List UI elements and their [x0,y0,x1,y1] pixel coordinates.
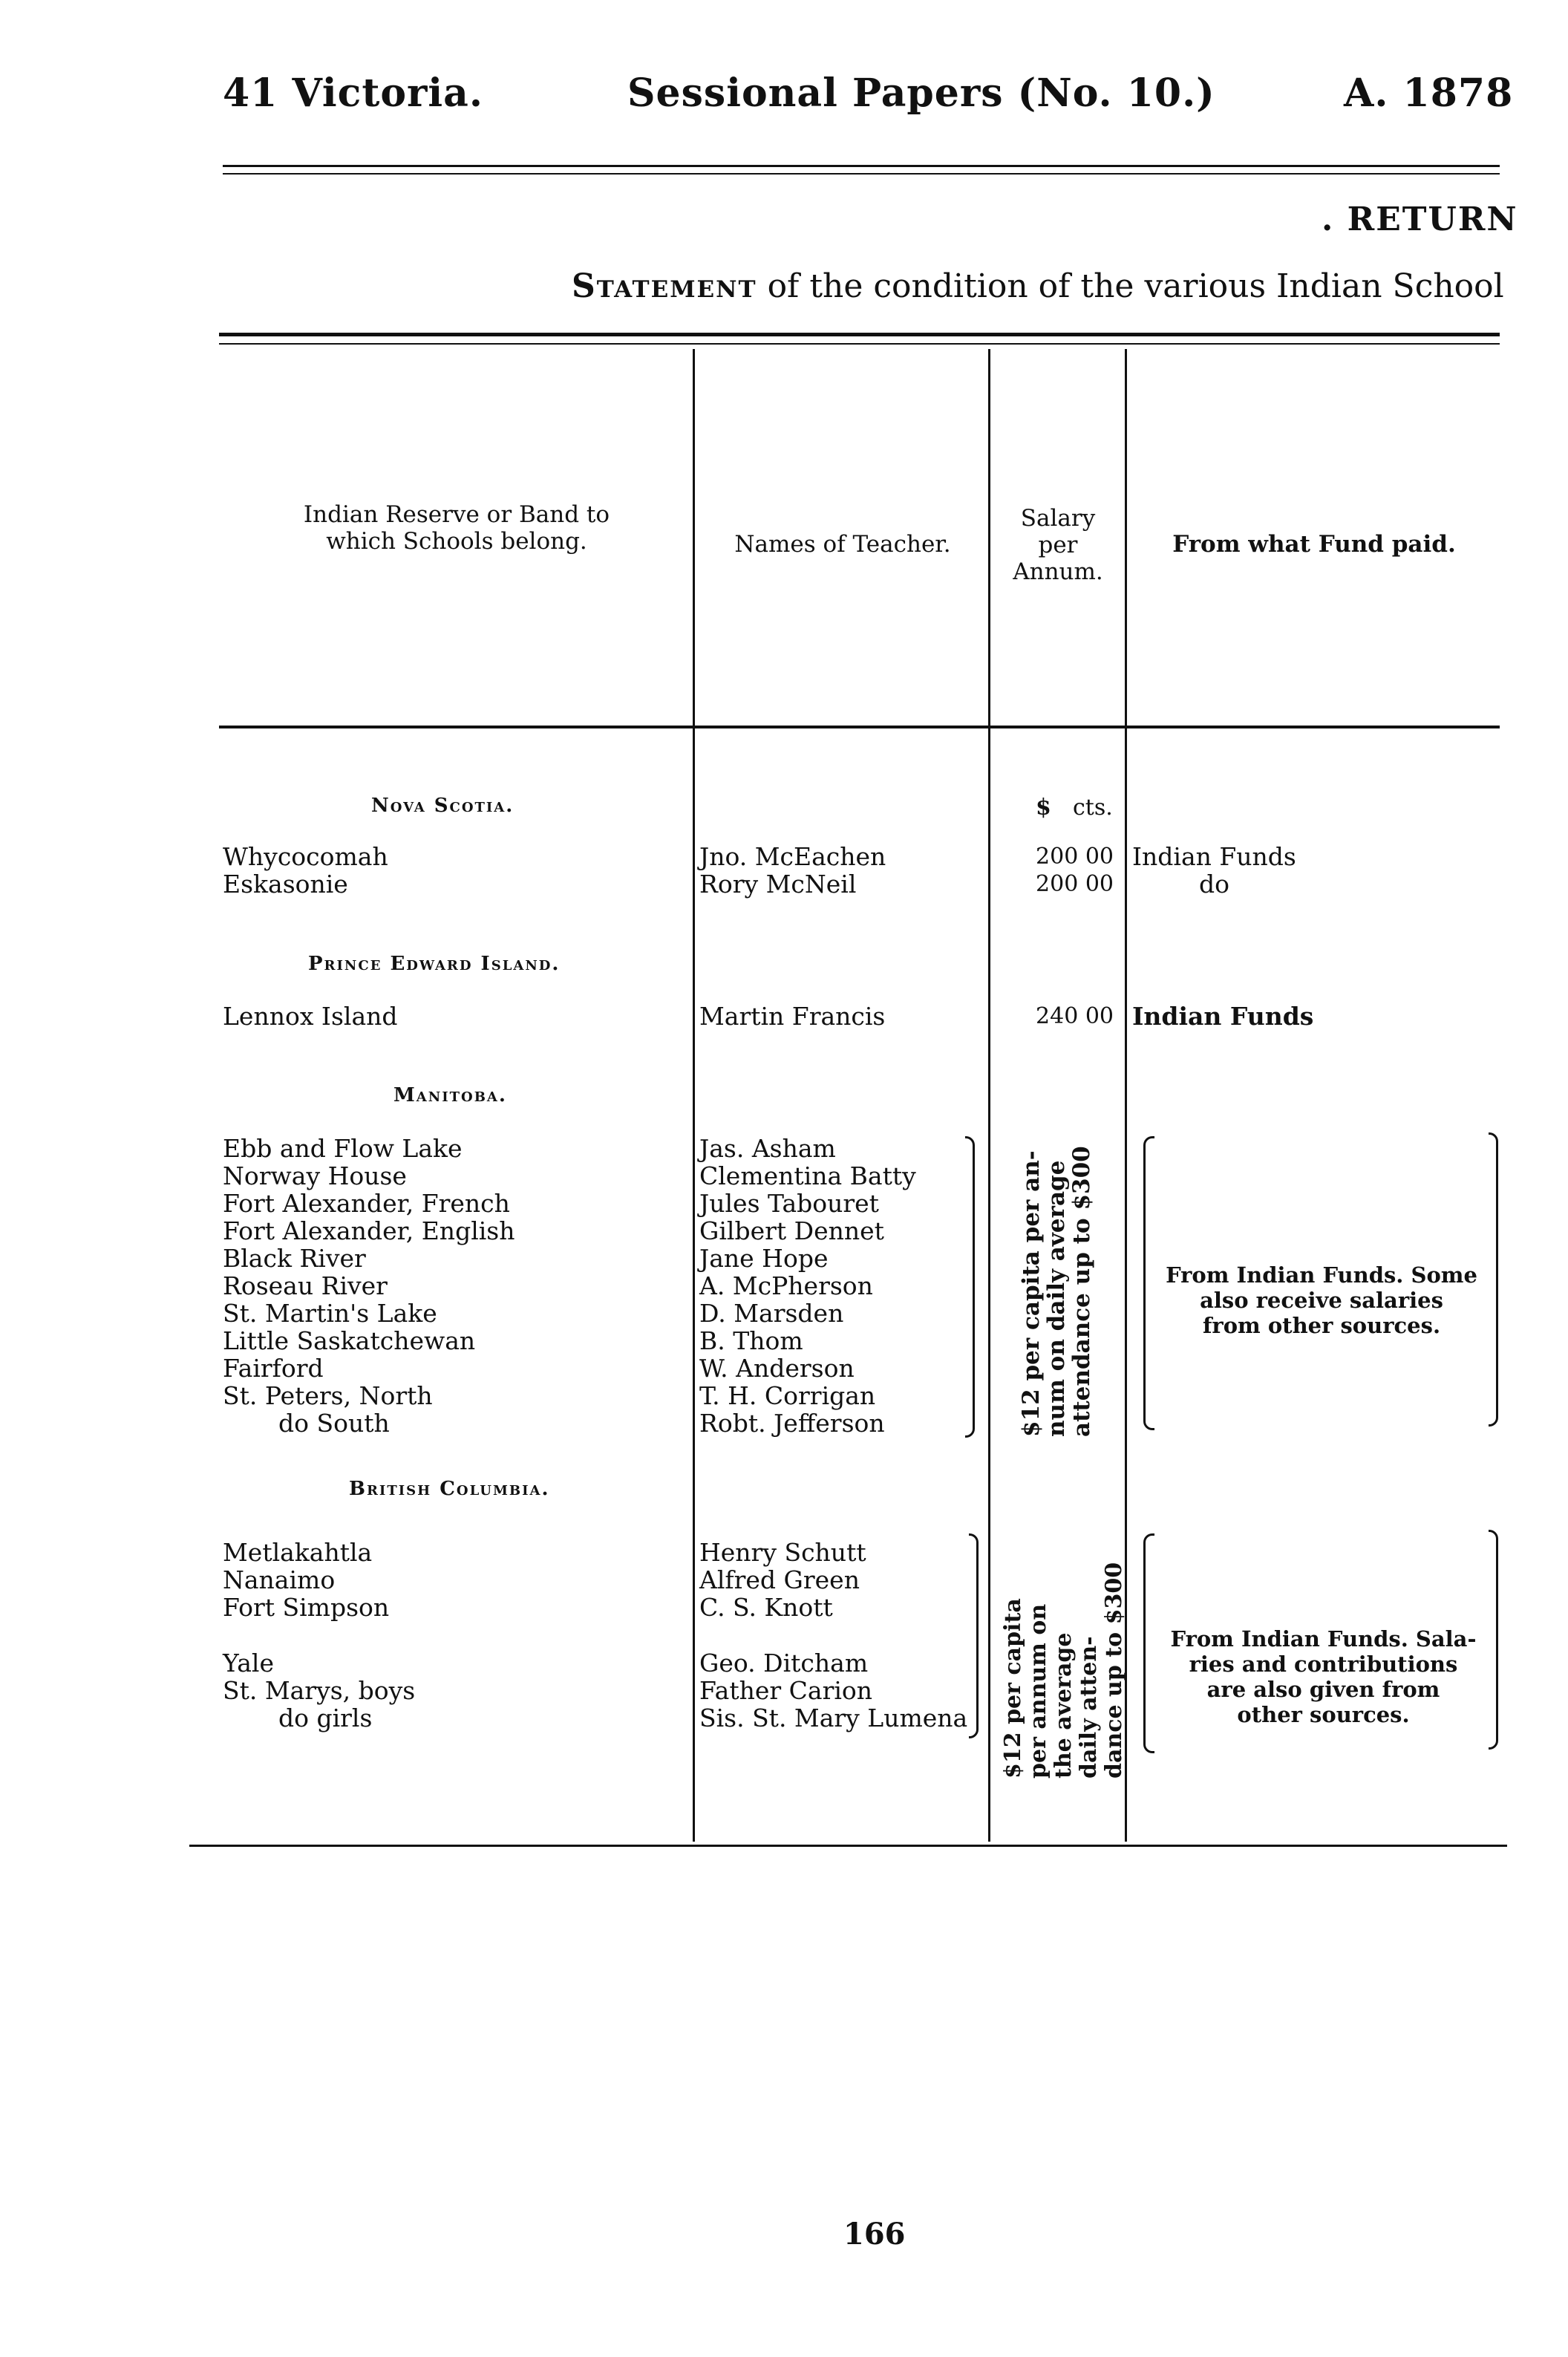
header-rule-top [223,165,1500,167]
reserve-cell: Fort Simpson [223,1593,390,1622]
section-title-manitoba: Manitoba. [393,1084,507,1106]
teacher-cell: B. Thom [699,1326,803,1355]
bc-fund-note [1158,1626,1489,1727]
fund-note-line: also receive salaries [1200,1288,1443,1313]
teacher-cell: Alfred Green [699,1565,860,1594]
salary-note-line: the average [1051,1632,1077,1779]
reserve-cell: St. Marys, boys [223,1676,416,1705]
fund-note-line: are also given from [1206,1677,1440,1702]
teacher-cell: Rory McNeil [699,870,857,899]
salary-note-line: daily atten- [1076,1636,1102,1779]
table-rule-top-thin [219,343,1500,345]
statement-title [572,267,1504,305]
salary-note-line: attendance up to $300 [1068,1146,1095,1437]
reserve-cell: St. Peters, North [223,1381,433,1410]
statement-lead: Statement [572,267,757,305]
fund-note-line: other sources. [1237,1702,1410,1727]
reserve-cell: Fort Alexander, French [223,1189,510,1218]
reserve-cell: Ebb and Flow Lake [223,1134,463,1163]
teacher-cell: Jno. McEachen [699,842,886,871]
salary-cell: 200 00 [1036,871,1114,897]
teacher-cell: Robt. Jefferson [699,1409,885,1438]
colhead-teacher: Names of Teacher. [734,531,951,558]
manitoba-teacher-list [699,1135,916,1437]
manitoba-brace [965,1136,975,1438]
bc-teacher-list [699,1539,967,1732]
teacher-cell: Geo. Ditcham [699,1649,869,1678]
header-center: Sessional Papers (No. 10.) [627,71,1215,116]
teacher-cell: Jas. Asham [699,1134,836,1163]
salary-note-line: $12 per capita per an- [1018,1150,1045,1437]
reserve-cell: Eskasonie [223,870,348,899]
col-divider-1 [693,349,695,1842]
fund-note-line: from other sources. [1202,1313,1441,1338]
salary-cell: 200 00 [1036,844,1114,870]
header-rule-bottom [223,173,1500,175]
reserve-cell: Metlakahtla [223,1538,373,1567]
header-left: 41 Victoria. [223,71,483,116]
reserve-cell: Lennox Island [223,1002,398,1031]
fund-cell: do [1199,870,1229,899]
colhead-fund: From what Fund paid. [1172,531,1456,558]
teacher-cell: Jane Hope [699,1244,829,1273]
reserve-cell: do girls [278,1704,373,1732]
cents-label: cts. [1073,795,1113,821]
teacher-cell: D. Marsden [699,1299,844,1328]
manitoba-reserve-list [223,1135,515,1437]
fund-note-line: From Indian Funds. Some [1166,1262,1477,1288]
teacher-cell: T. H. Corrigan [699,1381,876,1410]
bc-fund-brace-left [1143,1533,1154,1753]
teacher-cell: Sis. St. Mary Lumena [699,1704,968,1732]
teacher-cell: Jules Tabouret [699,1189,879,1218]
manitoba-fund-brace-right [1489,1132,1498,1427]
bc-brace [969,1533,979,1738]
section-title-nova-scotia: Nova Scotia. [371,795,514,817]
reserve-cell: Whycocomah [223,842,388,871]
colhead-salary: Salary per Annum. [1013,505,1103,585]
reserve-cell: Norway House [223,1161,407,1190]
salary-note-line: num on daily average [1043,1160,1070,1437]
bc-salary-note [1001,1562,1127,1779]
dollar-sign: $ [1036,795,1051,821]
reserve-cell: Nanaimo [223,1565,336,1594]
teacher-cell: Henry Schutt [699,1538,866,1567]
table-rule-top [219,333,1500,336]
reserve-cell: do South [278,1409,390,1438]
return-title: . RETURN [1322,201,1518,238]
fund-note-line: ries and contributions [1189,1652,1458,1677]
teacher-cell: W. Anderson [699,1354,855,1383]
table-row [223,843,388,870]
fund-cell: Indian Funds [1132,1002,1314,1031]
section-title-bc: British Columbia. [349,1478,550,1500]
fund-note-line: From Indian Funds. Sala- [1170,1626,1477,1652]
salary-note-line: per annum on [1025,1603,1051,1779]
manitoba-fund-note [1158,1262,1485,1338]
reserve-cell: Black River [223,1244,366,1273]
page-number: 166 [843,2217,906,2252]
salary-cell: 240 00 [1036,1003,1114,1029]
manitoba-salary-note [1019,1146,1094,1437]
teacher-cell: Gilbert Dennet [699,1216,884,1245]
bc-fund-brace-right [1489,1530,1498,1750]
reserve-cell: Fairford [223,1354,324,1383]
salary-note-line: $12 per capita [1000,1598,1026,1779]
reserve-cell: Fort Alexander, English [223,1216,515,1245]
header-row-rule [219,726,1500,728]
section-title-pei: Prince Edward Island. [308,953,561,975]
teacher-cell: A. McPherson [699,1271,873,1300]
teacher-cell: Martin Francis [699,1002,886,1031]
salary-note-line: dance up to $300 [1101,1562,1127,1779]
header-right: A. 1878 [1344,71,1514,116]
table-rule-bottom [189,1845,1507,1847]
reserve-cell: Roseau River [223,1271,388,1300]
table-row [223,870,348,898]
bc-reserve-list [223,1539,415,1732]
teacher-cell: C. S. Knott [699,1593,833,1622]
fund-cell: Indian Funds [1132,842,1296,871]
colhead-reserve: Indian Reserve or Band to which Schools belong. [303,501,610,555]
teacher-cell: Clementina Batty [699,1161,916,1190]
teacher-cell: Father Carion [699,1676,873,1705]
reserve-cell: Little Saskatchewan [223,1326,476,1355]
col-divider-2 [988,349,990,1842]
statement-rest: of the condition of the various Indian School [767,267,1504,305]
reserve-cell: Yale [223,1649,274,1678]
manitoba-fund-brace-left [1143,1136,1154,1430]
reserve-cell: St. Martin's Lake [223,1299,437,1328]
